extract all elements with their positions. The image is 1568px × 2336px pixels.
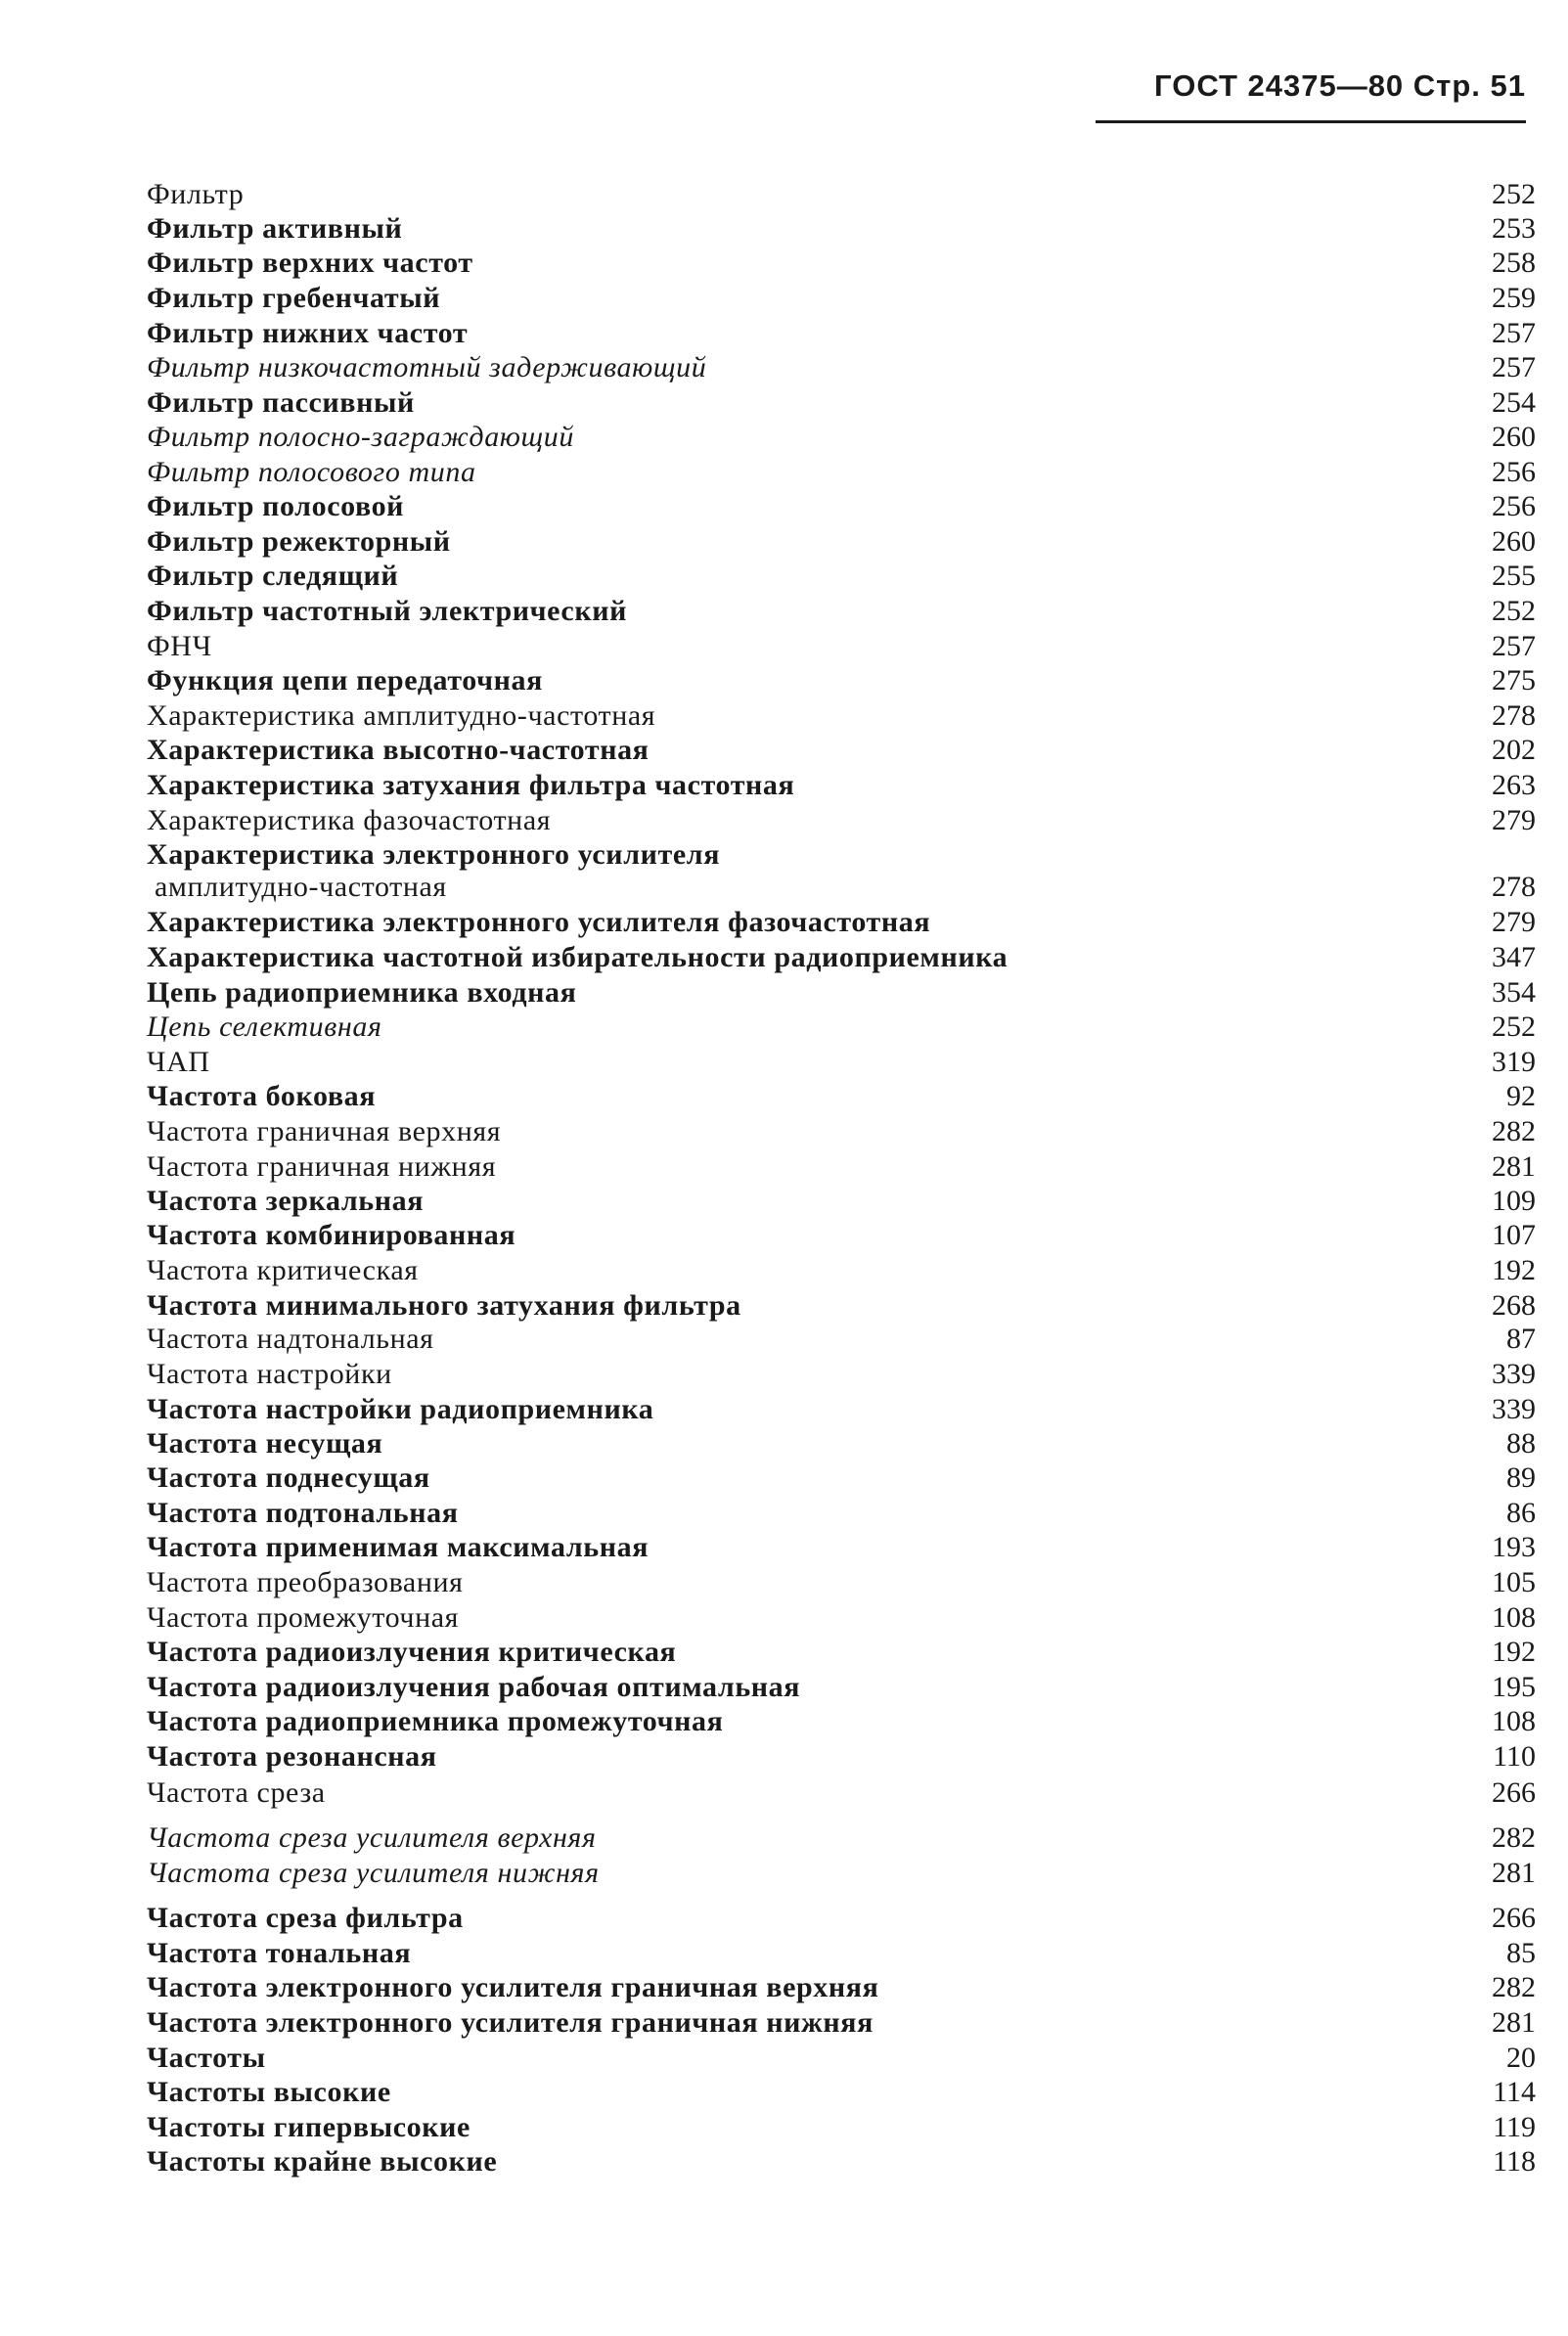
- index-term: Частота радиоприемника промежуточная: [147, 1705, 724, 1737]
- index-entry: [147, 1149, 1536, 1185]
- page-number: 281: [1492, 1857, 1536, 1889]
- page-number: 85: [1506, 1937, 1536, 1969]
- page-number: 256: [1492, 490, 1536, 522]
- header-rule: [1096, 120, 1526, 123]
- index-entry: [147, 940, 1536, 975]
- index-term: Частота тональная: [147, 1937, 412, 1969]
- index-entry: [147, 211, 1536, 247]
- index-entry: [147, 1635, 1536, 1670]
- index-term: Частота настройки: [147, 1358, 392, 1390]
- page-number: 110: [1493, 1740, 1536, 1773]
- page-number: 319: [1492, 1046, 1536, 1078]
- index-term: Характеристика частотной избирательности радиоприемника: [147, 941, 1008, 973]
- index-term: Частоты гипервысокие: [147, 2111, 470, 2143]
- index-entry: [147, 455, 1536, 490]
- index-entry: [147, 316, 1536, 351]
- index-term: Частота комбинированная: [147, 1219, 516, 1251]
- index-entry: [147, 385, 1536, 421]
- index-term: Частота применимая максимальная: [147, 1531, 650, 1563]
- index-term: Частота среза фильтра: [147, 1902, 464, 1934]
- index-entry: [147, 1357, 1536, 1392]
- page-number: 87: [1506, 1323, 1536, 1355]
- index-entry: [147, 698, 1536, 734]
- index-term: Фильтр частотный электрический: [147, 595, 627, 627]
- index-term: Частота подтональная: [147, 1497, 459, 1529]
- index-term: Частоты: [147, 2042, 266, 2074]
- index-entry: [147, 1936, 1536, 1971]
- page-number: 282: [1492, 1971, 1536, 2003]
- page-number: 260: [1492, 421, 1536, 453]
- index-term: Частота несущая: [147, 1427, 383, 1460]
- page-number: 281: [1492, 1150, 1536, 1183]
- index-term: Частота поднесущая: [147, 1461, 430, 1494]
- index-term: Характеристика электронного усилителя: [147, 838, 721, 871]
- index-entry: [147, 2005, 1536, 2041]
- page-number: 20: [1506, 2042, 1536, 2074]
- index-term: Характеристика амплитудно-частотная: [147, 699, 656, 732]
- index-term: Частота среза усилителя нижняя: [147, 1857, 600, 1889]
- index-entry: [147, 524, 1536, 560]
- index-entry: [147, 768, 1536, 803]
- index-entry: [147, 2110, 1536, 2145]
- index-term: Характеристика фазочастотная: [147, 804, 552, 836]
- index-term: Частота резонансная: [147, 1740, 437, 1773]
- index-entry: [147, 281, 1536, 316]
- index-entry: [147, 1739, 1536, 1774]
- page-number: 275: [1492, 664, 1536, 696]
- page-number: 107: [1492, 1219, 1536, 1251]
- index-entry: [147, 420, 1536, 455]
- index-entry: [147, 1856, 1536, 1891]
- index-term: Фильтр верхних частот: [147, 247, 473, 279]
- index-term: Фильтр гребенчатый: [147, 282, 441, 314]
- index-entry: [147, 246, 1536, 281]
- index-term: Фильтр: [147, 178, 245, 210]
- page-number: 257: [1492, 351, 1536, 383]
- page-number: 268: [1492, 1289, 1536, 1322]
- index-entry: [147, 1045, 1536, 1080]
- page-number: 278: [1492, 699, 1536, 732]
- index-entry: [147, 2144, 1536, 2179]
- index-term: Частота электронного усилителя граничная нижняя: [147, 2006, 874, 2039]
- index-entry: [147, 1010, 1536, 1045]
- page-number: 257: [1492, 630, 1536, 662]
- index-entry: [147, 1704, 1536, 1739]
- index-entry: [147, 1253, 1536, 1288]
- page-number: 266: [1492, 1776, 1536, 1809]
- index-entry: [147, 1496, 1536, 1531]
- index-term: Частота критическая: [147, 1254, 419, 1286]
- index-entry: [147, 803, 1536, 838]
- page-number: 282: [1492, 1821, 1536, 1854]
- index-term: Цепь селективная: [147, 1011, 382, 1043]
- page-number: 108: [1492, 1705, 1536, 1737]
- page-number: 256: [1492, 456, 1536, 488]
- index-entry: [147, 1901, 1536, 1936]
- page-number: 192: [1492, 1636, 1536, 1668]
- index-term: Частота электронного усилителя граничная верхняя: [147, 1971, 879, 2003]
- index-entry: [147, 1288, 1536, 1324]
- page-number: 114: [1493, 2076, 1536, 2108]
- index-entry: [147, 733, 1536, 768]
- page-number: 279: [1492, 906, 1536, 938]
- page-number: 108: [1492, 1601, 1536, 1634]
- index-term: Фильтр полосового типа: [147, 456, 476, 488]
- index-entry: [147, 1460, 1536, 1496]
- index-entry: [147, 1530, 1536, 1565]
- index-term: Частота минимального затухания фильтра: [147, 1289, 741, 1322]
- index-entry: [147, 2041, 1536, 2076]
- page-number: 193: [1492, 1531, 1536, 1563]
- index-term: Частота настройки радиоприемника: [147, 1393, 654, 1425]
- index-term: Фильтр полосно-заграждающий: [147, 421, 575, 453]
- page-number: 109: [1492, 1185, 1536, 1217]
- index-term: ФНЧ: [147, 630, 212, 662]
- page-number: 86: [1506, 1497, 1536, 1529]
- page-number: 339: [1492, 1393, 1536, 1425]
- index-term: Частоты высокие: [147, 2076, 391, 2108]
- page-number: 278: [1492, 871, 1536, 903]
- index-entry: [147, 1670, 1536, 1705]
- index-term: Частота граничная верхняя: [147, 1115, 502, 1147]
- index-term: Частота промежуточная: [147, 1601, 460, 1634]
- page-number: 254: [1492, 386, 1536, 419]
- page-number: 89: [1506, 1461, 1536, 1494]
- index-entry: [147, 2075, 1536, 2110]
- index-entry: [147, 1775, 1536, 1811]
- page-number: 192: [1492, 1254, 1536, 1286]
- page-number: 279: [1492, 804, 1536, 836]
- index-term: Фильтр полосовой: [147, 490, 405, 522]
- index-entry: [147, 1970, 1536, 2005]
- page-header: ГОСТ 24375—80 Стр. 51: [1154, 68, 1526, 103]
- index-term: Функция цепи передаточная: [147, 664, 543, 696]
- page-number: 88: [1506, 1427, 1536, 1460]
- page-number: 92: [1506, 1080, 1536, 1112]
- page-number: 252: [1492, 1011, 1536, 1043]
- index-entry: [147, 663, 1536, 698]
- page-number: 263: [1492, 769, 1536, 801]
- index-entry: [147, 1218, 1536, 1253]
- index-term: Частота боковая: [147, 1080, 377, 1112]
- index-entry: [147, 1184, 1536, 1219]
- index-term: Цепь радиоприемника входная: [147, 976, 577, 1009]
- index-term: Фильтр следящий: [147, 560, 399, 592]
- page-number: 266: [1492, 1902, 1536, 1934]
- index-entry: [147, 594, 1536, 629]
- index-term: Частота надтональная: [147, 1323, 434, 1355]
- index-entry: [147, 1565, 1536, 1600]
- index-term: Частота преобразования: [147, 1566, 464, 1598]
- index-term: Характеристика электронного усилителя фазочастотная: [147, 906, 931, 938]
- page-number: 257: [1492, 317, 1536, 349]
- index-entry: [147, 905, 1536, 940]
- index-term: Частоты крайне высокие: [147, 2145, 498, 2178]
- page-number: 339: [1492, 1358, 1536, 1390]
- page-number: 354: [1492, 976, 1536, 1009]
- index-term: Фильтр нижних частот: [147, 317, 469, 349]
- index-entry: [147, 870, 1536, 905]
- index-entry: [147, 350, 1536, 385]
- page-number: 282: [1492, 1115, 1536, 1147]
- page-number: 252: [1492, 178, 1536, 210]
- index-term: Фильтр режекторный: [147, 525, 451, 558]
- index-entry: [147, 1114, 1536, 1149]
- index-entry: [147, 1392, 1536, 1427]
- index-entry: [147, 1079, 1536, 1114]
- index-term: Частота радиоизлучения рабочая оптимальная: [147, 1671, 801, 1703]
- index-term: Частота радиоизлучения критическая: [147, 1636, 677, 1668]
- page-number: 259: [1492, 282, 1536, 314]
- page-number: 260: [1492, 525, 1536, 558]
- index-term: ЧАП: [147, 1046, 210, 1078]
- page-number: 202: [1492, 734, 1536, 766]
- index-term: Частота зеркальная: [147, 1185, 425, 1217]
- index-term: Фильтр активный: [147, 212, 403, 245]
- page-number: 281: [1492, 2006, 1536, 2039]
- index-entry: [147, 1322, 1536, 1357]
- page-number: 118: [1493, 2145, 1536, 2178]
- index-term: Частота среза: [147, 1776, 326, 1809]
- index-term: Фильтр низкочастотный задерживающий: [147, 351, 707, 383]
- page-number: 253: [1492, 212, 1536, 245]
- index-entry: [147, 559, 1536, 594]
- page-number: 195: [1492, 1671, 1536, 1703]
- index-term: Характеристика затухания фильтра частотная: [147, 769, 795, 801]
- index-entry: [147, 1600, 1536, 1636]
- index-term: Частота граничная нижняя: [147, 1150, 497, 1183]
- page-number: 258: [1492, 247, 1536, 279]
- page-number: 347: [1492, 941, 1536, 973]
- index-term: Частота среза усилителя верхняя: [147, 1821, 597, 1854]
- index-entry: [147, 975, 1536, 1011]
- page-number: 255: [1492, 560, 1536, 592]
- index-term: Фильтр пассивный: [147, 386, 415, 419]
- index-entry: [147, 489, 1536, 524]
- index-term: Характеристика высотно-частотная: [147, 734, 650, 766]
- index-entry: [147, 1426, 1536, 1461]
- index-entry: [147, 629, 1536, 664]
- index-entry: [147, 177, 1536, 212]
- page-number: 105: [1492, 1566, 1536, 1598]
- index-term: амплитудно-частотная: [155, 871, 447, 903]
- page-number: 252: [1492, 595, 1536, 627]
- page-number: 119: [1493, 2111, 1536, 2143]
- index-entry: [147, 1820, 1536, 1856]
- index-entry: [147, 837, 1536, 873]
